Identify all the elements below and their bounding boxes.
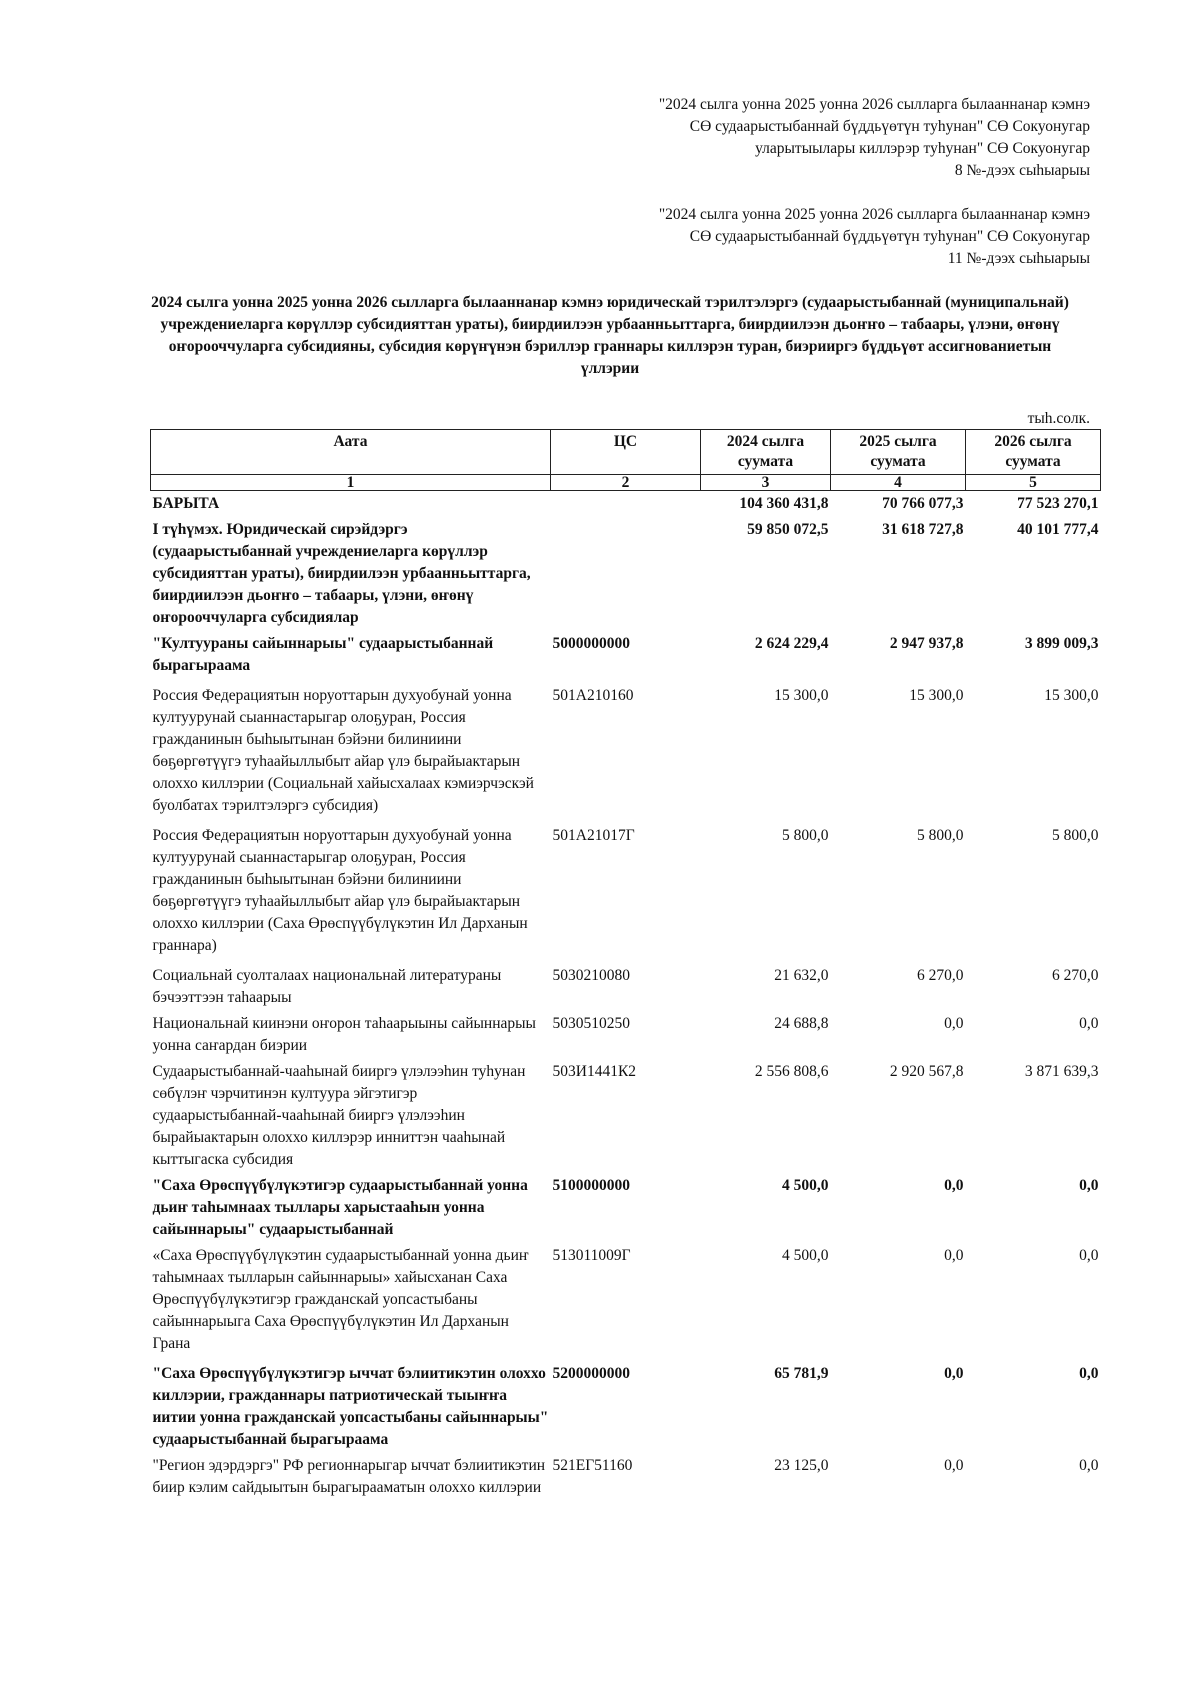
appendix-8-line: уларытыылары киллэрэр туһунан" СӨ Сокуонугар <box>755 140 1090 157</box>
row-amount-2024: 4 500,0 <box>782 1247 829 1264</box>
row-code: 5000000000 <box>552 635 630 652</box>
row-amount-2025: 0,0 <box>944 1247 964 1264</box>
row-code: 5200000000 <box>552 1365 630 1382</box>
header-2025: 2025 сылга суумата <box>831 430 966 475</box>
table-row <box>151 1059 1101 1173</box>
row-amount-2024: 2 556 808,6 <box>754 1063 829 1080</box>
row-amount-2025: 2 920 567,8 <box>889 1063 964 1080</box>
appendix-11-reference <box>659 204 1090 270</box>
header-2024: 2024 сылга суумата <box>701 430 831 475</box>
row-amount-2025: 0,0 <box>944 1015 964 1032</box>
row-amount-2026: 3 871 639,3 <box>1024 1063 1099 1080</box>
appendix-11-line: "2024 сылга уонна 2025 уонна 2026 сылларга былааннанар кэмнэ <box>658 206 1090 223</box>
row-amount-2026: 3 899 009,3 <box>1024 635 1099 652</box>
table-row <box>151 683 1101 823</box>
appendix-8-line: СӨ судаарыстыбаннай бүддьүөтүн туһунан" СӨ Сокуонугар <box>689 118 1090 135</box>
row-code: 521ЕГ51160 <box>552 1457 633 1474</box>
row-amount-2024: 4 500,0 <box>782 1177 829 1194</box>
row-amount-2025: 15 300,0 <box>909 687 964 704</box>
row-amount-2026: 0,0 <box>1079 1365 1099 1382</box>
row-name: "Култуураны сайыннарыы" судаарыстыбаннай бырагыраама <box>152 635 494 674</box>
row-amount-2024: 5 800,0 <box>782 827 829 844</box>
row-amount-2024: 24 688,8 <box>774 1015 829 1032</box>
row-amount-2026: 0,0 <box>1079 1177 1099 1194</box>
row-name: Национальнай киинэни оҥорон таһаарыыны сайыннарыы уонна саҥардан биэрии <box>152 1015 536 1054</box>
header-2026: 2026 сылга суумата <box>966 430 1101 475</box>
table-row <box>151 1011 1101 1059</box>
row-amount-2026: 77 523 270,1 <box>1017 495 1099 512</box>
row-code <box>551 517 701 631</box>
row-amount-2026: 6 270,0 <box>1052 967 1099 984</box>
row-amount-2025: 0,0 <box>944 1457 964 1474</box>
row-code <box>551 491 701 518</box>
column-number: 3 <box>701 475 831 491</box>
unit-note: тыһ.солк. <box>1027 410 1090 427</box>
row-amount-2026: 40 101 777,4 <box>1017 521 1099 538</box>
row-amount-2026: 0,0 <box>1079 1015 1099 1032</box>
column-number: 1 <box>151 475 551 491</box>
appendix-8-line: "2024 сылга уонна 2025 уонна 2026 сылларга былааннанар кэмнэ <box>658 96 1090 113</box>
row-name: "Саха Өрөспүүбүлүкэтигэр ыччат бэлиитикэтин олоххо киллэрии, гражданнары патриотическай тыыҥҥа иитии уонна гражданскай уопсастыбаны сайыннарыы" судаарыстыбаннай бырагыраама <box>152 1365 549 1448</box>
row-amount-2026: 5 800,0 <box>1052 827 1099 844</box>
row-code: 5030210080 <box>552 967 630 984</box>
column-number: 2 <box>551 475 701 491</box>
row-code: 513011009Г <box>552 1247 631 1264</box>
row-code: 5030510250 <box>552 1015 630 1032</box>
row-name: Судаарыстыбаннай-чааһынай бииргэ үлэлээһин туһунан сөбүлэҥ чэрчитинэн култуура эйгэтигэр судаарыстыбаннай-чааһынай бииргэ үлэлээһин бырайыактарын олоххо киллэрэр инниттэн чааһынай кыттыгаска субсидия <box>152 1063 526 1168</box>
table-row-program <box>151 1173 1101 1243</box>
row-amount-2024: 2 624 229,4 <box>754 635 829 652</box>
row-amount-2026: 0,0 <box>1079 1247 1099 1264</box>
row-amount-2024: 65 781,9 <box>774 1365 829 1382</box>
appendix-11-line: СӨ судаарыстыбаннай бүддьүөтүн туһунан" СӨ Сокуонугар <box>689 228 1090 245</box>
appendix-11-line: 11 №-дээх сыһыарыы <box>947 250 1090 267</box>
row-amount-2025: 70 766 077,3 <box>882 495 964 512</box>
row-amount-2024: 59 850 072,5 <box>747 521 829 538</box>
row-name: I түһүмэх. Юридическай сирэйдэргэ (судаарыстыбаннай учреждениеларга көрүллэр субсидияттан ураты), биирдиилээн урбаанньыттарга, биирдиилээн дьоҥҥо – табаары, үлэни, өҥөнү оҥорооччуларга субсидиялар <box>152 521 531 626</box>
row-amount-2024: 104 360 431,8 <box>739 495 829 512</box>
document-title: 2024 сылга уонна 2025 уонна 2026 сылларга былааннанар кэмнэ юридическай тэрилтэлэргэ (судаарыстыбаннай (муниципальнай) учреждениеларга көрүллэр субсидияттан ураты), биирдиилээн урбаанньыттарга, биирдиилээн дьоҥҥо – табаары, үлэни, өҥөнү оҥорооччуларга субсидияны, субсидия көрүҥүнэн бэриллэр граннары киллэрэн туран, биэрииргэ бүддьүөт ассигнованиетын үллэрии <box>151 294 1069 377</box>
row-amount-2025: 5 800,0 <box>917 827 964 844</box>
header-name: Аата <box>151 430 551 475</box>
row-name: Россия Федерациятын норуоттарын духуобунай уонна култуурунай сыаннастарыгар олоҕуран, Россия гражданинын быһыытынан бэйэни билиниини бөҕөргөтүүгэ туһаайыллыбыт айар үлэ бырайыактарын олоххо киллэрии (Саха Өрөспүүбүлүкэтин Ил Дарханын граннара) <box>152 827 528 954</box>
row-name: БАРЫТА <box>152 495 220 512</box>
row-amount-2026: 0,0 <box>1079 1457 1099 1474</box>
table-row-program <box>151 631 1101 683</box>
table-row-program <box>151 1361 1101 1453</box>
row-name: «Саха Өрөспүүбүлүкэтин судаарыстыбаннай уонна дьиҥ таһымнаах тылларын сайыннарыы» хайысханан Саха Өрөспүүбүлүкэтигэр гражданскай уопсастыбаны сайыннарыыга Саха Өрөспүүбүлүкэтин Ил Дарханын Грана <box>152 1247 529 1352</box>
row-code: 501A21017Г <box>552 827 635 844</box>
row-amount-2025: 2 947 937,8 <box>889 635 964 652</box>
row-amount-2026: 15 300,0 <box>1044 687 1099 704</box>
row-amount-2025: 0,0 <box>944 1177 964 1194</box>
row-name: Социальнай суолталаах национальнай литератураны бэчээттээн таһаарыы <box>152 967 502 1006</box>
row-code: 503И1441К2 <box>552 1063 637 1080</box>
table-row <box>151 963 1101 1011</box>
row-amount-2024: 23 125,0 <box>774 1457 829 1474</box>
table-row <box>151 1453 1101 1501</box>
row-amount-2025: 31 618 727,8 <box>882 521 964 538</box>
column-number: 4 <box>831 475 966 491</box>
row-name: Россия Федерациятын норуоттарын духуобунай уонна култуурунай сыаннастарыгар олоҕуран, Россия гражданинын быһыытынан бэйэни билиниини бөҕөргөтүүгэ туһаайыллыбыт айар үлэ бырайыактарын олоххо киллэрии (Социальнай хайысхалаах кэмиэрчэскэй буолбатах тэрилтэлэргэ субсидия) <box>152 687 534 814</box>
table-row-section <box>151 517 1101 631</box>
row-name: "Саха Өрөспүүбүлүкэтигэр судаарыстыбаннай уонна дьиҥ таһымнаах тыллары харыстааһын уонна сайыннарыы" судаарыстыбаннай <box>152 1177 528 1238</box>
appendix-8-reference <box>659 94 1090 182</box>
row-amount-2025: 6 270,0 <box>917 967 964 984</box>
row-amount-2024: 15 300,0 <box>774 687 829 704</box>
table-row-total <box>151 491 1101 518</box>
row-name: "Регион эдэрдэргэ" РФ регионнарыгар ыччат бэлиитикэтин биир кэлим сайдыытын бырагырааматын олохxо киллэрии <box>152 1457 546 1496</box>
table-row <box>151 823 1101 963</box>
table-row <box>151 1243 1101 1361</box>
row-code: 501A210160 <box>552 687 634 704</box>
row-amount-2025: 0,0 <box>944 1365 964 1382</box>
row-amount-2024: 21 632,0 <box>774 967 829 984</box>
appendix-8-line: 8 №-дээх сыһыарыы <box>954 162 1090 179</box>
header-code: ЦС <box>551 430 701 475</box>
budget-table <box>150 429 1101 1501</box>
column-number: 5 <box>966 475 1101 491</box>
row-code: 5100000000 <box>552 1177 630 1194</box>
